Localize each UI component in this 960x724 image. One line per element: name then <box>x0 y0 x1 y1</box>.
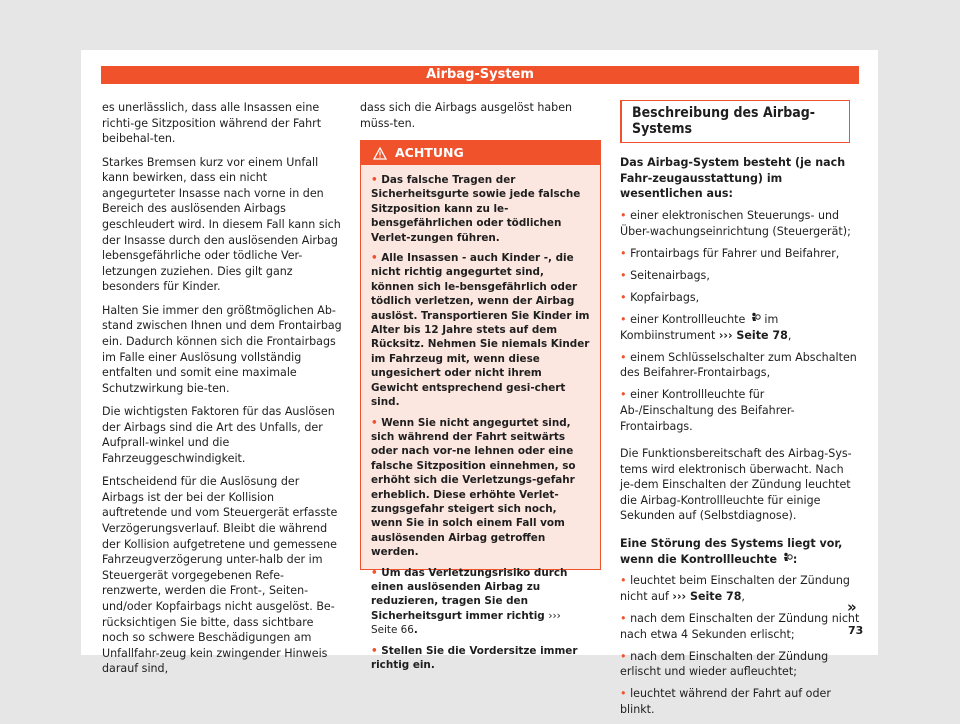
bullet-icon: • <box>371 566 382 579</box>
section-header: Airbag-System <box>101 66 859 84</box>
warning-triangle-icon <box>373 147 387 160</box>
column-2 <box>360 100 602 139</box>
list-item: • Frontairbags für Fahrer und Beifahrer, <box>620 246 840 260</box>
bullet-icon: • <box>371 416 382 429</box>
warning-title: ACHTUNG <box>395 145 464 160</box>
warning-item: • Um das Verletzungsrisiko durch einen auslösenden Airbag zu reduzieren, tragen Sie den Sicherheitsgurt immer richtig ››› Seite 66. <box>371 566 568 637</box>
page-reference-link[interactable]: ››› Seite 78 <box>672 589 742 603</box>
paragraph: dass sich die Airbags ausgelöst haben müss-ten. <box>360 101 573 130</box>
list-item: • einer elektronischen Steuerungs- und Über-wachungseinrichtung (Steuergerät); <box>620 208 851 238</box>
airbag-warning-lamp-icon <box>781 552 793 564</box>
list-item: • einer Kontrollleuchte im Kombiinstrument ››› Seite 78, <box>620 312 792 342</box>
paragraph: Starkes Bremsen kurz vor einem Unfall kann bewirken, dass ein nicht angegurteter Insasse nach vorne in den Bereich des auslösenden Airbags geschleudert wird. In diesem Fall kann sich der Insasse durch den auslösenden Airbag lebensgefährliche oder tödliche Ver-letzungen zuziehen. Dies gilt ganz besonders für Kinder. <box>102 155 341 294</box>
paragraph: es unerlässlich, dass alle Insassen eine richti-ge Sitzposition während der Fahrt beibehal-ten. <box>102 101 322 146</box>
page-reference-link[interactable]: ››› Seite 78 <box>718 328 788 342</box>
column-1 <box>102 100 342 685</box>
page-number: 73 <box>848 624 864 637</box>
warning-body <box>361 165 600 672</box>
paragraph: Entscheidend für die Auslösung der Airbags ist der bei der Kollision auftretende und vom Steuergerät erfasste Verzögerungsverlauf. Bleibt die während der Kollision aufgetretene und gemessene Fahrzeugverzögerung unter-halb der im Steuergerät vorgegebenen Refe-renzwerte, werden die Front-, Seiten- und/oder Kopfairbags nicht ausgelöst. Be-rücksichtigen Sie bitte, dass sichtbare noch so schwere Beschädigungen am Unfallfahr-zeug kein zwingender Hinweis darauf sind, <box>102 475 338 676</box>
warning-box <box>360 140 601 671</box>
list-item: • leuchtet beim Einschalten der Zündung nicht auf ››› Seite 78, <box>620 574 850 603</box>
section-title: Beschreibung des Airbag-Systems <box>620 100 850 143</box>
list-item: • nach dem Einschalten der Zündung erlischt und wieder aufleuchtet; <box>620 649 829 679</box>
fault-heading: Eine Störung des Systems liegt vor, wenn die Kontrollleuchte : <box>620 537 843 566</box>
paragraph: Halten Sie immer den größtmöglichen Ab-stand zwischen Ihnen und dem Frontairbag ein. Dadurch können sich die Frontairbags im Falle einer Auslösung vollständig entfalten und somit eine maximale Schutzwirkung bie-ten. <box>102 303 342 395</box>
paragraph: Die wichtigsten Faktoren für das Auslösen der Airbags sind die Art des Unfalls, der Aufprall-winkel und die Fahrzeuggeschwindigkeit. <box>102 405 335 465</box>
bullet-icon: • <box>371 174 382 186</box>
paragraph: Die Funktionsbereitschaft des Airbag-Sys-tems wird elektronisch überwacht. Nach je-dem Einschalten der Zündung leuchtet die Airbag-Kontrollleuchte für einige Sekunden auf (Selbstdiagnose). <box>620 447 852 523</box>
list-item: • Seitenairbags, <box>620 268 710 282</box>
list-item: • Kopfairbags, <box>620 290 700 304</box>
warning-item: • Das falsche Tragen der Sicherheitsgurte sowie jede falsche Sitzposition kann zu le-bensgefährlichen oder tödlichen Verlet-zungen führen. <box>371 174 581 244</box>
continue-marker: » <box>847 598 857 616</box>
intro-text: Das Airbag-System besteht (je nach Fahr-zeugausstattung) im wesentlichen aus: <box>620 156 846 201</box>
airbag-warning-lamp-icon <box>749 312 761 324</box>
warning-item: • Wenn Sie nicht angegurtet sind, sich während der Fahrt seitwärts oder nach vor-ne lehnen oder eine falsche Sitzposition einnehmen, so erhöht sich die Verletzungs-gefahr erheblich. Diese erhöhte Verlet-zungsgefahr steigert sich noch, wenn Sie in solch einem Fall vom auslösenden Airbag getroffen werden. <box>371 416 576 559</box>
bullet-icon: • <box>371 252 382 265</box>
list-item: • einer Kontrollleuchte für Ab-/Einschaltung des Beifahrer-Frontairbags. <box>620 388 795 433</box>
list-item: • nach dem Einschalten der Zündung nicht nach etwa 4 Sekunden erlischt; <box>620 611 860 641</box>
column-3 <box>620 100 860 724</box>
warning-header <box>361 141 600 165</box>
warning-item: • Stellen Sie die Vordersitze immer richtig ein. <box>371 644 578 671</box>
page-reference-link[interactable]: ››› Seite 66 <box>371 609 561 637</box>
warning-item: • Alle Insassen - auch Kinder -, die nicht richtig angegurtet sind, können sich le-bensgefährlich oder tödlich verletzen, wenn der Airbag auslöst. Transportieren Sie Kinder im Alter bis 12 Jahre stets auf dem Rücksitz. Nehmen Sie niemals Kinder im Fahrzeug mit, wenn diese ungesichert oder nicht ihrem Gewicht entsprechend gesi-chert sind. <box>371 252 590 409</box>
list-item: • einem Schlüsselschalter zum Abschalten des Beifahrer-Frontairbags, <box>620 350 857 380</box>
bullet-icon: • <box>371 644 382 657</box>
list-item: • leuchtet während der Fahrt auf oder blinkt. <box>620 687 831 716</box>
